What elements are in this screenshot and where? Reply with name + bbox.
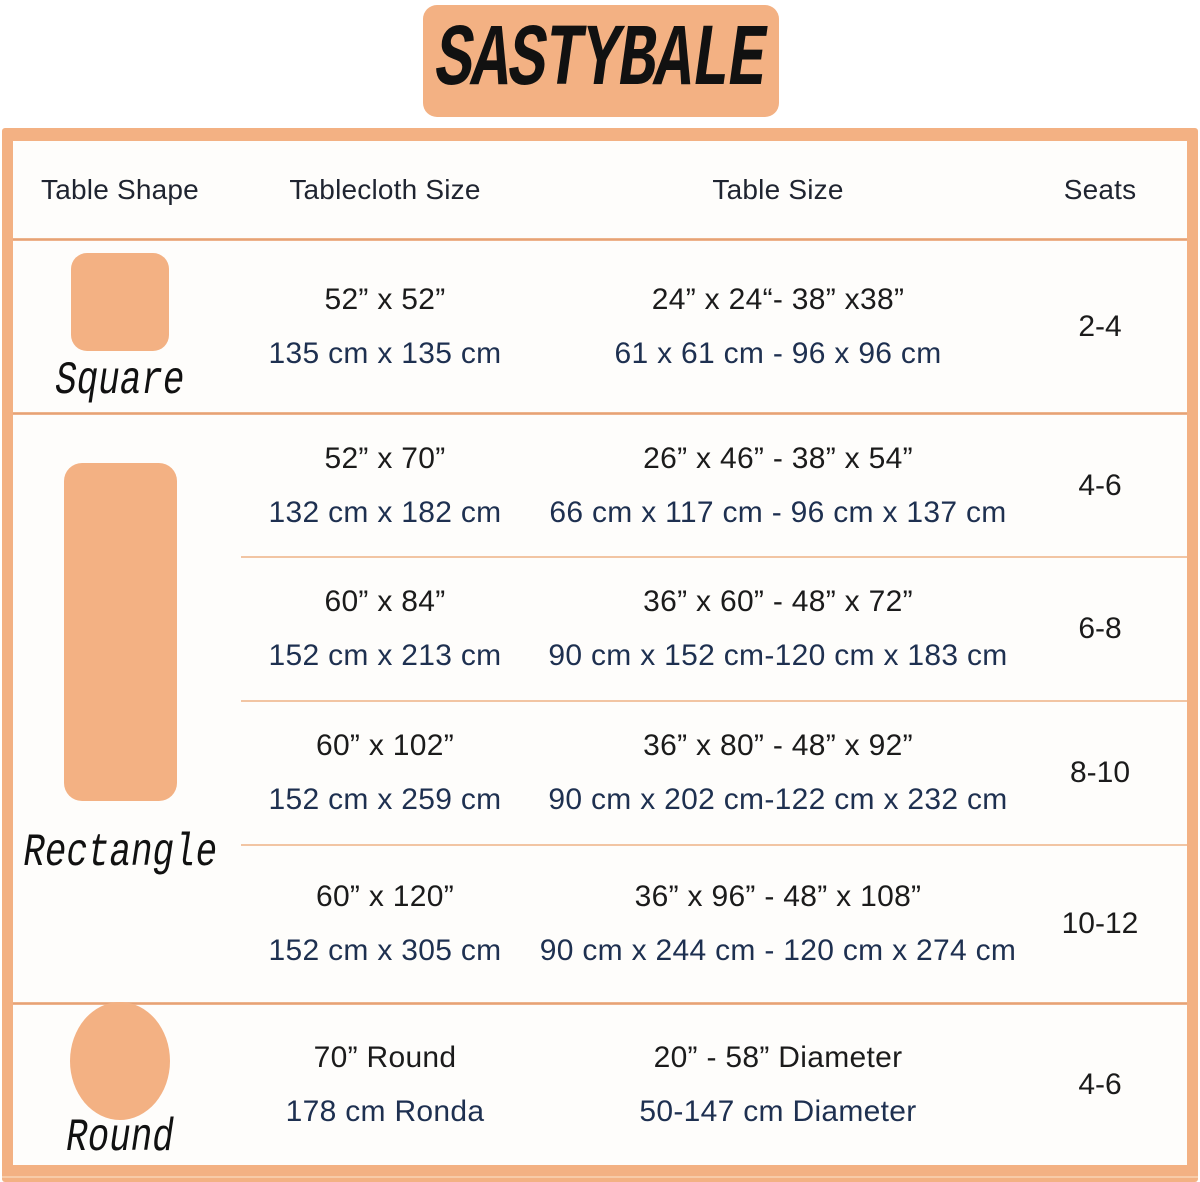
table-section-rectangle: [13, 415, 1187, 1002]
table-header-row: [13, 141, 1187, 238]
size-chart-frame: [2, 128, 1198, 1182]
table-inches: 36” x 60” - 48” x 72”: [643, 585, 913, 618]
tablecloth-inches: 70” Round: [313, 1041, 457, 1074]
table-row-round: [13, 1005, 1187, 1165]
rectangle-label: Rectangle: [23, 827, 217, 879]
tablecloth-inches: 52” x 70”: [324, 441, 446, 475]
tablecloth-inches: 60” x 120”: [315, 880, 455, 913]
brand-name: SASTYBALE: [436, 11, 766, 111]
square-shape-cell: [13, 241, 227, 412]
header-table-size: Table Size: [712, 173, 844, 205]
table-size-cell: [543, 415, 1013, 556]
table-cm: 66 cm x 117 cm - 96 cm x 137 cm: [549, 495, 1007, 529]
brand-badge: [423, 5, 779, 117]
tablecloth-size-cell: [227, 241, 543, 412]
tablecloth-cm: 178 cm Ronda: [285, 1095, 485, 1128]
seats-cell: 6-8: [1078, 612, 1122, 645]
tablecloth-size-cell: [227, 702, 543, 844]
square-shape-icon: [71, 253, 169, 351]
table-size-cell: [543, 558, 1013, 700]
tablecloth-cm: 152 cm x 305 cm: [268, 934, 502, 967]
round-shape-icon: [70, 1002, 170, 1120]
seats-cell: 4-6: [1078, 468, 1122, 502]
seats-cell: 8-10: [1069, 756, 1131, 789]
tablecloth-inches: 60” x 84”: [324, 585, 446, 618]
seats-cell: 10-12: [1061, 907, 1139, 940]
tablecloth-size-cell: [227, 1005, 543, 1165]
table-size-cell: [539, 846, 1017, 1002]
header-seats: Seats: [1063, 173, 1137, 205]
square-label: Square: [55, 354, 185, 407]
header-table-shape: Table Shape: [41, 173, 199, 205]
seats-cell: 4-6: [1078, 1068, 1122, 1101]
tablecloth-cm: 135 cm x 135 cm: [268, 336, 502, 370]
table-inches: 36” x 80” - 48” x 92”: [643, 729, 913, 762]
tablecloth-cm: 132 cm x 182 cm: [268, 495, 502, 529]
tablecloth-inches: 52” x 52”: [324, 282, 446, 316]
table-inches: 36” x 96” - 48” x 108”: [634, 880, 922, 913]
table-size-cell: [543, 1005, 1013, 1165]
table-inches: 26” x 46” - 38” x 54”: [643, 441, 913, 475]
tablecloth-cm: 152 cm x 213 cm: [268, 639, 502, 672]
table-inches: 24” x 24“- 38” x38”: [651, 282, 905, 316]
header-tablecloth-size: Tablecloth Size: [289, 173, 481, 205]
size-chart-table: [13, 141, 1187, 1165]
table-row-square: [13, 241, 1187, 412]
table-size-cell: [543, 702, 1013, 844]
tablecloth-inches: 60” x 102”: [315, 729, 455, 762]
table-inches: 20” - 58” Diameter: [653, 1041, 903, 1074]
tablecloth-cm: 152 cm x 259 cm: [268, 783, 502, 816]
table-cm: 61 x 61 cm - 96 x 96 cm: [614, 336, 942, 370]
rectangle-shape-icon: [64, 463, 177, 801]
round-label: Round: [66, 1112, 174, 1164]
table-cm: 90 cm x 202 cm-122 cm x 232 cm: [548, 783, 1008, 816]
round-shape-cell: [13, 1005, 227, 1165]
table-cm: 90 cm x 244 cm - 120 cm x 274 cm: [539, 934, 1017, 967]
tablecloth-size-cell: [227, 415, 543, 556]
table-cm: 50-147 cm Diameter: [639, 1095, 917, 1128]
table-cm: 90 cm x 152 cm-120 cm x 183 cm: [548, 639, 1008, 672]
seats-cell: 2-4: [1078, 309, 1122, 343]
tablecloth-size-cell: [227, 846, 543, 1002]
tablecloth-size-cell: [227, 558, 543, 700]
table-size-cell: [543, 241, 1013, 412]
rectangle-shape-cell: [13, 415, 227, 1002]
